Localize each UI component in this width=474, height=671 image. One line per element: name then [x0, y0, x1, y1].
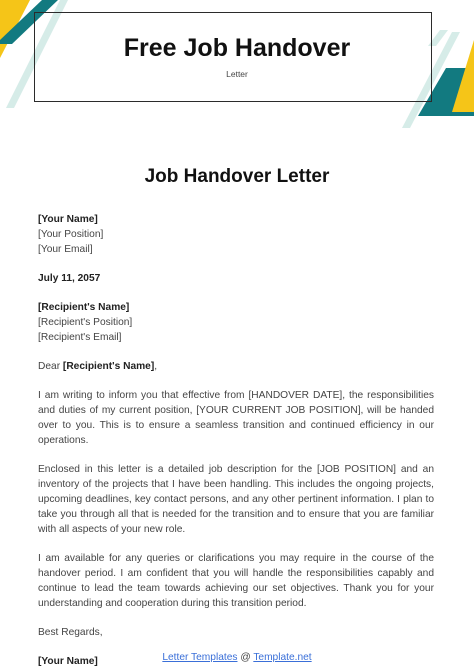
salutation-suffix: ,: [154, 361, 158, 372]
paragraph-1: I am writing to inform you that effective from [HANDOVER DATE], the responsibilities and duties of my current position, [YOUR CURRENT JOB POSITION], will be handed over to you. This is to ensure a seamless transition and continued efficiency in our operations.: [38, 390, 434, 446]
salutation-prefix: Dear: [38, 361, 63, 372]
sender-position: [Your Position]: [38, 229, 104, 240]
sender-email: [Your Email]: [38, 244, 93, 255]
recipient-position: [Recipient's Position]: [38, 317, 133, 328]
closing: Best Regards,: [38, 627, 103, 638]
letter-date: July 11, 2057: [38, 273, 101, 284]
banner-subtitle: Letter: [226, 69, 248, 79]
recipient-name: [Recipient's Name]: [38, 302, 130, 313]
recipient-email: [Recipient's Email]: [38, 332, 122, 343]
banner-title: Free Job Handover: [123, 34, 351, 62]
paragraph-2: Enclosed in this letter is a detailed job description for the [JOB POSITION] and an inventory of the projects that I have been handling. This includes the ongoing projects, upcoming deadlines, key contact persons, and any other pertinent information. I plan to take you through all that is needed for the transition and to ensure that you are familiar with all aspects of your new role.: [38, 464, 434, 535]
salutation: [38, 359, 434, 374]
footer-separator: @: [237, 652, 254, 663]
letter-body: [38, 212, 434, 669]
template-net-link[interactable]: Template.net: [253, 652, 312, 663]
letter-templates-link[interactable]: Letter Templates: [162, 652, 238, 663]
signature-name: [Your Name]: [38, 656, 98, 667]
paragraph-3: I am available for any queries or clarifications you may require in the course of the handover period. I am confident that you will handle the responsibilities capably and continue to lead the team towards achieving our set objectives. Thank you for your understanding and cooperation during this transition period.: [38, 553, 434, 609]
sender-name: [Your Name]: [38, 214, 98, 225]
header-banner: [0, 0, 474, 128]
footer: [0, 652, 474, 663]
salutation-name: [Recipient's Name]: [62, 361, 155, 372]
document-title: Job Handover Letter: [144, 166, 330, 187]
